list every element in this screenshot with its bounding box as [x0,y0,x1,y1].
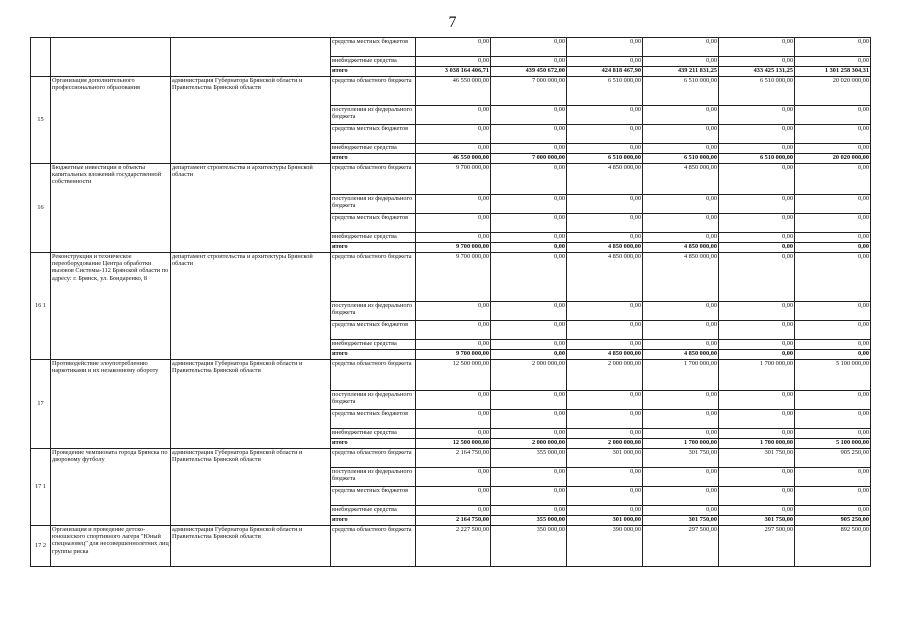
amount-cell: 0,00 [567,391,643,410]
amount-cell: 0,00 [719,38,795,57]
amount-cell: 0,00 [719,391,795,410]
amount-cell: 0,00 [643,125,719,144]
amount-cell: 1 700 000,00 [643,360,719,391]
amount-cell: 0,00 [491,487,567,506]
local-label: средства местных бюджетов [331,321,416,340]
amount-cell: 0,00 [719,321,795,340]
amount-cell: 6 510 000,00 [719,77,795,106]
amount-cell: 1 301 258 304,31 [795,67,871,77]
amount-cell: 4 850 000,00 [567,253,643,302]
amount-cell: 0,00 [719,468,795,487]
amount-cell: 0,00 [567,106,643,125]
amount-cell: 9 700 000,00 [416,350,491,360]
table-row [31,164,871,195]
amount-cell: 0,00 [416,302,491,321]
amount-cell: 0,00 [643,144,719,154]
amount-cell: 0,00 [491,391,567,410]
amount-cell: 4 850 000,00 [643,350,719,360]
table-row [31,360,871,391]
extrabudget-label: внебюджетные средства [331,233,416,243]
amount-cell: 46 550 000,00 [416,154,491,164]
amount-cell: 0,00 [719,214,795,233]
item-executor: администрация Губернатора Брянской области и Правительства Брянской области [171,449,331,526]
amount-cell: 3 038 164 406,71 [416,67,491,77]
item-index: 16 [31,164,51,253]
amount-cell: 0,00 [795,233,871,243]
amount-cell: 9 700 000,00 [416,253,491,302]
local-label: средства местных бюджетов [331,38,416,57]
amount-cell: 0,00 [491,340,567,350]
amount-cell: 0,00 [491,321,567,340]
amount-cell: 0,00 [795,57,871,67]
amount-cell: 0,00 [719,487,795,506]
federal-label: поступления из федерального бюджета [331,391,416,410]
amount-cell: 0,00 [795,340,871,350]
local-label: средства местных бюджетов [331,125,416,144]
amount-cell: 0,00 [795,468,871,487]
amount-cell: 0,00 [491,243,567,253]
amount-cell: 20 020 000,00 [795,154,871,164]
amount-cell: 0,00 [795,164,871,195]
amount-cell: 355 000,00 [491,516,567,526]
amount-cell: 0,00 [643,487,719,506]
amount-cell: 0,00 [719,253,795,302]
item-index: 15 [31,77,51,164]
amount-cell: 0,00 [795,243,871,253]
amount-cell: 350 000,00 [491,526,567,567]
total-label: итого [331,439,416,449]
amount-cell: 6 510 000,00 [567,154,643,164]
amount-cell: 2 227 500,00 [416,526,491,567]
amount-cell: 4 850 000,00 [567,350,643,360]
amount-cell: 439 211 831,25 [643,67,719,77]
item-index: 17 2 [31,526,51,567]
amount-cell: 0,00 [567,506,643,516]
federal-label: поступления из федерального бюджета [331,195,416,214]
amount-cell: 0,00 [416,106,491,125]
amount-cell: 0,00 [643,195,719,214]
amount-cell: 6 510 000,00 [643,77,719,106]
amount-cell: 301 750,00 [643,516,719,526]
amount-cell: 2 000 000,00 [567,360,643,391]
amount-cell: 5 100 000,00 [795,439,871,449]
amount-cell: 0,00 [491,57,567,67]
federal-label: поступления из федерального бюджета [331,468,416,487]
amount-cell: 0,00 [567,233,643,243]
amount-cell: 439 450 672,00 [491,67,567,77]
amount-cell: 12 500 000,00 [416,360,491,391]
amount-cell: 0,00 [719,144,795,154]
amount-cell: 0,00 [719,506,795,516]
amount-cell: 0,00 [416,214,491,233]
amount-cell: 0,00 [567,410,643,429]
amount-cell: 0,00 [795,391,871,410]
amount-cell: 0,00 [643,410,719,429]
amount-cell: 2 000 000,00 [567,439,643,449]
amount-cell: 0,00 [795,125,871,144]
amount-cell: 0,00 [416,468,491,487]
item-executor: департамент строительства и архитектуры Брянской области [171,164,331,253]
amount-cell: 0,00 [416,487,491,506]
amount-cell: 0,00 [567,214,643,233]
amount-cell: 6 510 000,00 [567,77,643,106]
amount-cell: 0,00 [643,429,719,439]
regional-label: средства областного бюджета [331,164,416,195]
regional-label: средства областного бюджета [331,449,416,468]
table-row [31,449,871,468]
amount-cell: 5 100 000,00 [795,360,871,391]
amount-cell: 0,00 [643,233,719,243]
amount-cell: 0,00 [491,410,567,429]
regional-label: средства областного бюджета [331,526,416,567]
amount-cell: 0,00 [491,302,567,321]
amount-cell: 0,00 [567,57,643,67]
amount-cell: 390 000,00 [567,526,643,567]
amount-cell: 0,00 [416,391,491,410]
total-label: итого [331,243,416,253]
amount-cell: 0,00 [795,302,871,321]
regional-label: средства областного бюджета [331,253,416,302]
amount-cell: 0,00 [491,38,567,57]
item-index: 16 1 [31,253,51,360]
amount-cell: 0,00 [643,38,719,57]
local-label: средства местных бюджетов [331,410,416,429]
amount-cell: 0,00 [643,506,719,516]
amount-cell: 0,00 [719,57,795,67]
amount-cell: 892 500,00 [795,526,871,567]
amount-cell: 0,00 [719,302,795,321]
item-index: 17 1 [31,449,51,526]
amount-cell: 4 850 000,00 [643,243,719,253]
amount-cell: 1 700 000,00 [643,439,719,449]
budget-table [30,37,871,567]
local-label: средства местных бюджетов [331,487,416,506]
local-label: средства местных бюджетов [331,214,416,233]
amount-cell: 6 510 000,00 [643,154,719,164]
amount-cell: 301 750,00 [643,449,719,468]
regional-label: средства областного бюджета [331,360,416,391]
amount-cell: 0,00 [719,429,795,439]
amount-cell: 4 850 000,00 [643,253,719,302]
amount-cell: 0,00 [719,340,795,350]
item-name: Организация и проведение детско-юношеского спортивного лагеря "Юный спецназовец" для несовершеннолетних лиц группы риска [51,526,171,567]
amount-cell: 301 000,00 [567,449,643,468]
amount-cell: 0,00 [567,429,643,439]
amount-cell: 0,00 [795,321,871,340]
amount-cell: 20 020 000,00 [795,77,871,106]
amount-cell: 905 250,00 [795,449,871,468]
amount-cell: 0,00 [795,410,871,429]
amount-cell: 0,00 [795,214,871,233]
amount-cell: 0,00 [567,125,643,144]
item-index: 17 [31,360,51,449]
amount-cell: 0,00 [416,340,491,350]
extrabudget-label: внебюджетные средства [331,57,416,67]
amount-cell: 2 164 750,00 [416,516,491,526]
extrabudget-label: внебюджетные средства [331,506,416,516]
amount-cell: 0,00 [795,195,871,214]
amount-cell: 2 164 750,00 [416,449,491,468]
amount-cell: 0,00 [795,38,871,57]
amount-cell: 0,00 [567,195,643,214]
item-name: Проведение чемпионата города Брянска по дворовому футболу [51,449,171,526]
amount-cell: 0,00 [719,195,795,214]
amount-cell: 0,00 [491,106,567,125]
amount-cell: 0,00 [719,243,795,253]
amount-cell: 0,00 [795,506,871,516]
amount-cell: 0,00 [795,253,871,302]
amount-cell: 4 850 000,00 [567,243,643,253]
amount-cell: 905 250,00 [795,516,871,526]
amount-cell: 0,00 [719,106,795,125]
extrabudget-label: внебюджетные средства [331,144,416,154]
amount-cell: 0,00 [643,340,719,350]
name-cell [51,38,171,77]
item-executor: администрация Губернатора Брянской области и Правительства Брянской области [171,77,331,164]
amount-cell: 46 550 000,00 [416,77,491,106]
amount-cell: 0,00 [795,487,871,506]
amount-cell: 0,00 [416,506,491,516]
amount-cell: 0,00 [643,214,719,233]
amount-cell: 0,00 [643,106,719,125]
amount-cell: 0,00 [643,321,719,340]
item-name: Бюджетные инвестиции в объекты капитальных вложений государственной собственности [51,164,171,253]
table-row [31,253,871,302]
amount-cell: 0,00 [491,506,567,516]
amount-cell: 0,00 [491,233,567,243]
amount-cell: 4 850 000,00 [643,164,719,195]
amount-cell: 0,00 [643,57,719,67]
amount-cell: 0,00 [567,487,643,506]
index-cell [31,38,51,77]
table-row [31,77,871,106]
amount-cell: 424 818 467,90 [567,67,643,77]
amount-cell: 297 500,00 [719,526,795,567]
amount-cell: 0,00 [416,321,491,340]
federal-label: поступления из федерального бюджета [331,106,416,125]
amount-cell: 0,00 [416,429,491,439]
amount-cell: 0,00 [719,164,795,195]
amount-cell: 0,00 [416,144,491,154]
amount-cell: 0,00 [567,468,643,487]
amount-cell: 0,00 [491,195,567,214]
amount-cell: 0,00 [491,164,567,195]
total-label: итого [331,516,416,526]
amount-cell: 355 000,00 [491,449,567,468]
amount-cell: 0,00 [719,410,795,429]
amount-cell: 2 000 000,00 [491,439,567,449]
amount-cell: 0,00 [719,125,795,144]
amount-cell: 297 500,00 [643,526,719,567]
amount-cell: 0,00 [416,233,491,243]
amount-cell: 0,00 [795,144,871,154]
amount-cell: 6 510 000,00 [719,154,795,164]
amount-cell: 0,00 [643,468,719,487]
amount-cell: 0,00 [719,233,795,243]
regional-label: средства областного бюджета [331,77,416,106]
extrabudget-label: внебюджетные средства [331,429,416,439]
total-label: итого [331,67,416,77]
amount-cell: 1 700 000,00 [719,360,795,391]
amount-cell: 0,00 [491,125,567,144]
amount-cell: 0,00 [719,350,795,360]
amount-cell: 0,00 [795,350,871,360]
amount-cell: 0,00 [416,38,491,57]
federal-label: поступления из федерального бюджета [331,302,416,321]
amount-cell: 12 500 000,00 [416,439,491,449]
table-row [31,38,871,57]
amount-cell: 0,00 [491,144,567,154]
amount-cell: 9 700 000,00 [416,164,491,195]
table-row [31,526,871,567]
amount-cell: 0,00 [795,106,871,125]
total-label: итого [331,154,416,164]
amount-cell: 0,00 [643,302,719,321]
amount-cell: 0,00 [567,340,643,350]
item-name: Организация дополнительного профессионального образования [51,77,171,164]
amount-cell: 7 000 000,00 [491,77,567,106]
amount-cell: 2 000 000,00 [491,360,567,391]
amount-cell: 0,00 [416,410,491,429]
amount-cell: 0,00 [491,468,567,487]
item-name: Противодействие злоупотреблению наркотиками и их незаконному обороту [51,360,171,449]
amount-cell: 1 700 000,00 [719,439,795,449]
amount-cell: 0,00 [491,253,567,302]
amount-cell: 0,00 [491,214,567,233]
item-executor: администрация Губернатора Брянской области и Правительства Брянской области [171,526,331,567]
amount-cell: 0,00 [567,321,643,340]
amount-cell: 0,00 [416,57,491,67]
amount-cell: 4 850 000,00 [567,164,643,195]
amount-cell: 0,00 [416,195,491,214]
amount-cell: 0,00 [567,38,643,57]
amount-cell: 301 750,00 [719,449,795,468]
amount-cell: 0,00 [491,429,567,439]
amount-cell: 0,00 [643,391,719,410]
amount-cell: 0,00 [567,302,643,321]
page-number: 7 [448,14,457,31]
amount-cell: 0,00 [567,144,643,154]
amount-cell: 0,00 [416,125,491,144]
amount-cell: 0,00 [491,350,567,360]
amount-cell: 9 700 000,00 [416,243,491,253]
amount-cell: 433 425 131,25 [719,67,795,77]
amount-cell: 301 750,00 [719,516,795,526]
amount-cell: 301 000,00 [567,516,643,526]
amount-cell: 7 000 000,00 [491,154,567,164]
amount-cell: 0,00 [795,429,871,439]
executor-cell [171,38,331,77]
extrabudget-label: внебюджетные средства [331,340,416,350]
item-name: Реконструкция и техническое переоборудование Центра обработки вызовов Системы-112 Брянской области по адресу: г. Брянск, ул. Бондаренко, 8 [51,253,171,360]
item-executor: администрация Губернатора Брянской области и Правительства Брянской области [171,360,331,449]
total-label: итого [331,350,416,360]
item-executor: департамент строительства и архитектуры Брянской области [171,253,331,360]
